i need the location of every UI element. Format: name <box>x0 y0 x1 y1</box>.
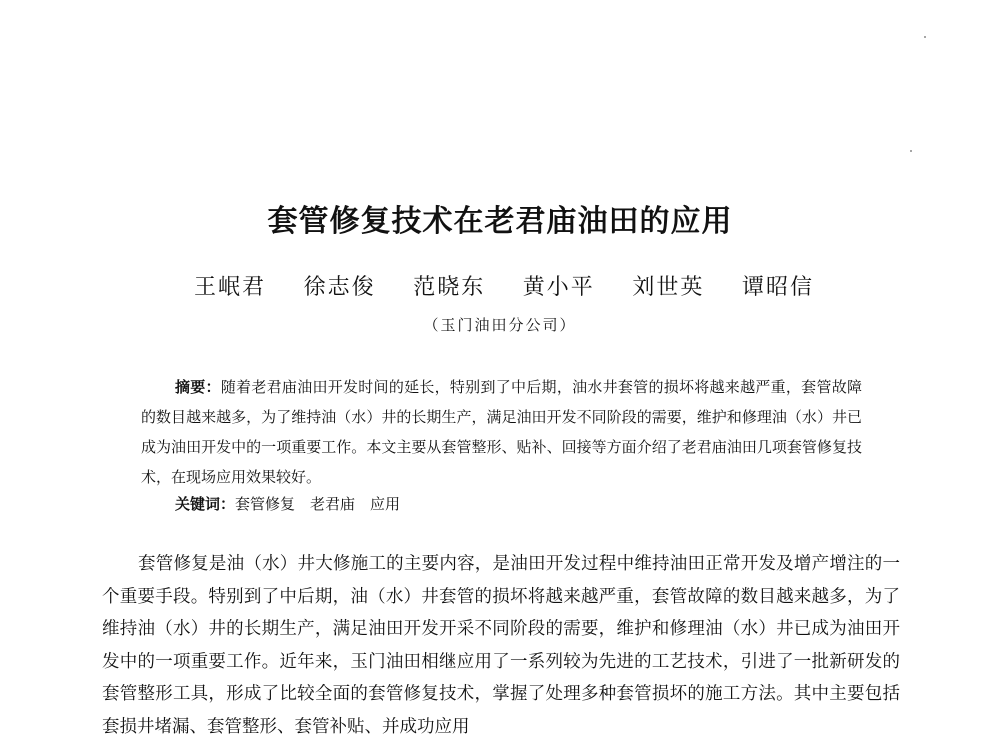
abstract <box>141 372 862 492</box>
author-name: 范晓东 <box>413 275 486 300</box>
keywords-text: 套管修复 老君庙 应用 <box>235 495 401 513</box>
scan-speck <box>924 36 926 38</box>
author-list <box>194 270 814 301</box>
author-name: 徐志俊 <box>303 275 376 300</box>
paper-title: 套管修复技术在老君庙油田的应用 <box>267 204 733 239</box>
abstract-label: 摘要： <box>175 378 221 396</box>
author-name: 谭昭信 <box>741 275 814 300</box>
scan-speck <box>910 150 912 152</box>
affiliation: （玉门油田分公司） <box>423 316 577 334</box>
author-name: 黄小平 <box>522 275 595 300</box>
keywords-label: 关键词： <box>175 495 236 513</box>
keywords <box>175 492 400 516</box>
author-name: 王岷君 <box>194 275 267 300</box>
abstract-text: 随着老君庙油田开发时间的延长，特别到了中后期，油水井套管的损坏将越来越严重，套管故障的数目越来越多，为了维持油（水）井的长期生产，满足油田开发不同阶段的需要，维护和修理油（水）井已成为油田开发中的一项重要工作。本文主要从套管整形、贴补、回接等方面介绍了老君庙油田几项套管修复技术，在现场应用效果较好。 <box>141 378 862 486</box>
body-paragraph: 套管修复是油（水）井大修施工的主要内容，是油田开发过程中维持油田正常开发及增产增注的一个重要手段。特别到了中后期，油（水）井套管的损坏将越来越严重，套管故障的数目越来越多，为了维持油（水）井的长期生产，满足油田开发开采不同阶段的需要，维护和修理油（水）井已成为油田开发中的一项重要工作。近年来，玉门油田相继应用了一系列较为先进的工艺技术，引进了一批新研发的套管整形工具，形成了比较全面的套管修复技术，掌握了处理多种套管损坏的施工方法。其中主要包括套损井堵漏、套管整形、套管补贴、并成功应用 <box>102 554 900 737</box>
author-name: 刘世英 <box>632 275 705 300</box>
